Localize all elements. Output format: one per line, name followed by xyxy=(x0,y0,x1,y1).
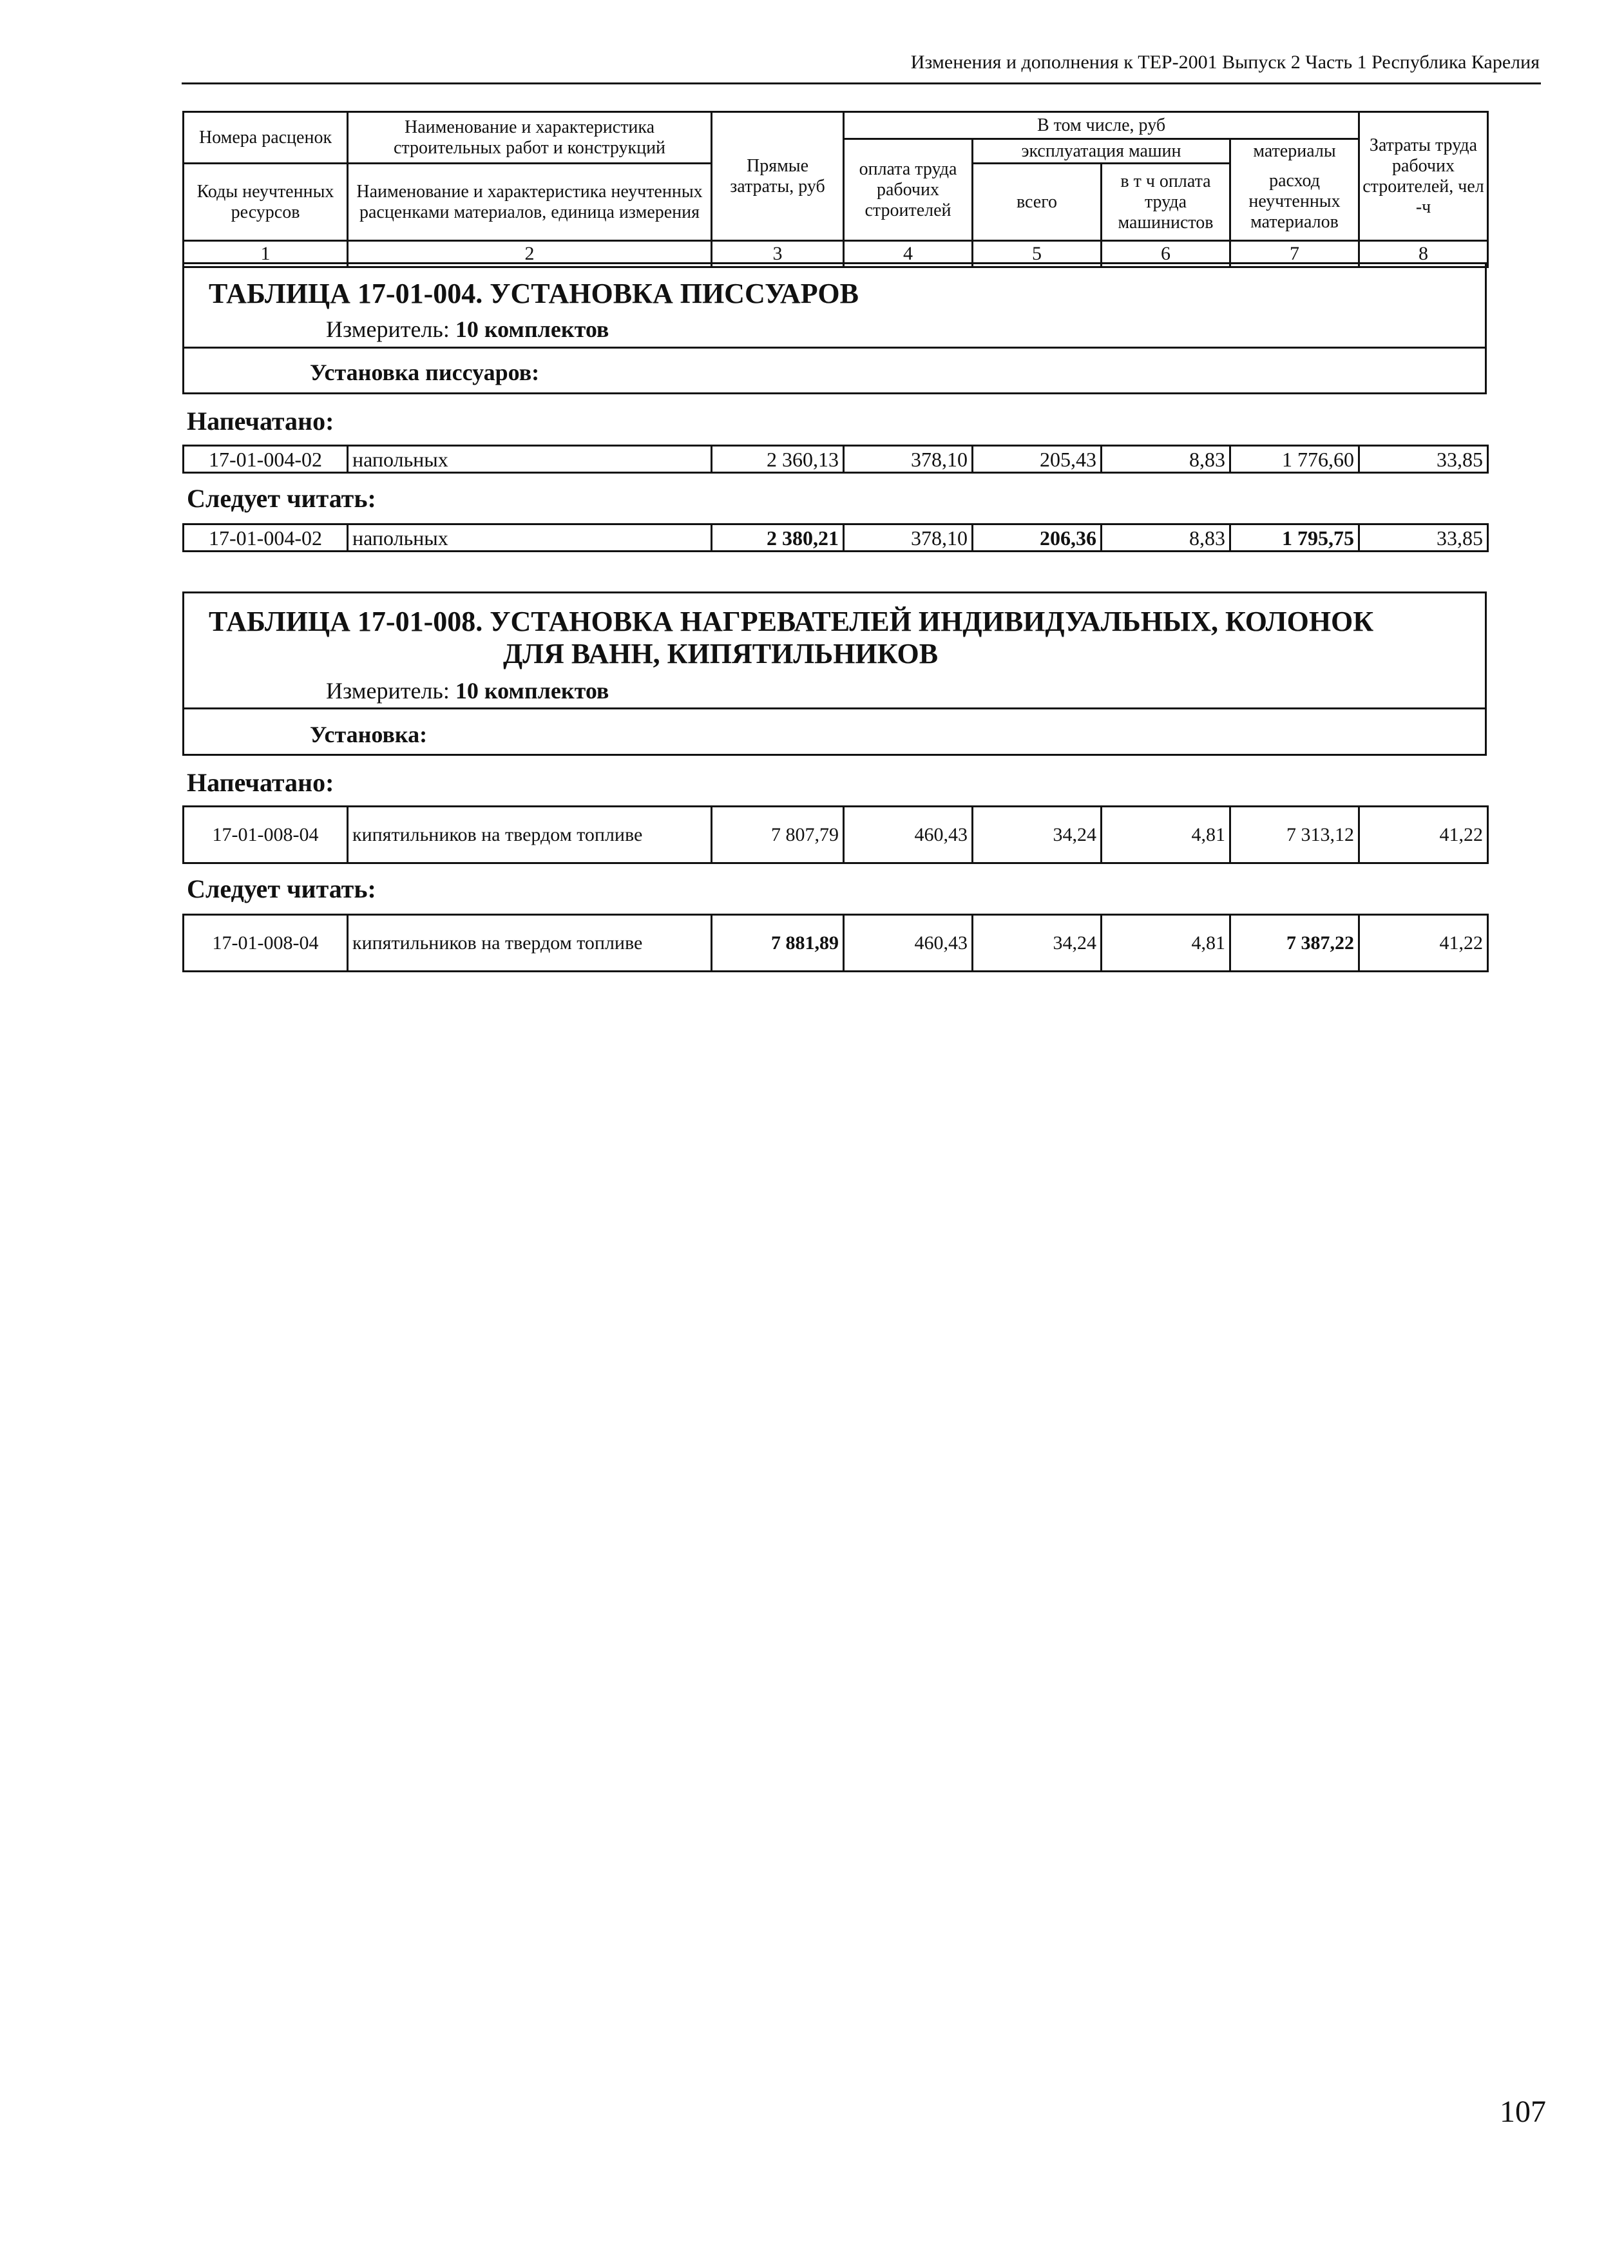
table2-read-label: Следует читать: xyxy=(187,874,376,903)
row-direct-cost: 2 360,13 xyxy=(712,446,844,473)
row-materials: 7 313,12 xyxy=(1230,807,1359,863)
row-direct-cost: 2 380,21 xyxy=(712,524,844,552)
row-materials: 1 795,75 xyxy=(1230,524,1359,552)
col-number: 6 xyxy=(1102,241,1230,267)
table1-subtitle: Установка писсуаров: xyxy=(310,360,540,385)
row-machinists-labor: 4,81 xyxy=(1102,915,1230,972)
row-machines-total: 34,24 xyxy=(973,915,1102,972)
row-machines-total: 205,43 xyxy=(973,446,1102,473)
row-name: кипятильников на твердом топливе xyxy=(348,807,712,863)
table1-title-box xyxy=(182,262,1487,394)
table1-measure-label: Измеритель: xyxy=(326,316,450,342)
col-number: 5 xyxy=(973,241,1102,267)
row-direct-cost: 7 807,79 xyxy=(712,807,844,863)
table2-measure-value: 10 комплектов xyxy=(455,678,609,704)
table2-printed-row xyxy=(182,805,1489,864)
row-machines-total: 206,36 xyxy=(973,524,1102,552)
group-machines-header: эксплуатация машин xyxy=(973,139,1230,164)
table1-divider xyxy=(184,347,1485,349)
row-machinists-labor: 8,83 xyxy=(1102,524,1230,552)
row-labor-cost: 460,43 xyxy=(844,915,973,972)
table1-measure-value: 10 комплектов xyxy=(455,316,609,342)
running-header: Изменения и дополнения к ТЕР-2001 Выпуск 2 Часть 1 Республика Карелия xyxy=(910,52,1540,73)
col-number: 1 xyxy=(184,241,348,267)
col-number: 3 xyxy=(712,241,844,267)
row-code: 17-01-004-02 xyxy=(184,524,348,552)
table2-divider xyxy=(184,707,1485,709)
row-code: 17-01-004-02 xyxy=(184,446,348,473)
table1-measure xyxy=(326,316,609,343)
row-labor-hours: 33,85 xyxy=(1359,524,1488,552)
table2-read-row xyxy=(182,914,1489,972)
col3-header: Прямые затраты, руб xyxy=(712,112,844,241)
col1-header-top: Номера расценок xyxy=(184,112,348,164)
column-header-table xyxy=(182,111,1489,268)
group-in-total-header: В том числе, руб xyxy=(844,112,1359,139)
table2-measure-label: Измеритель: xyxy=(326,678,450,704)
row-materials: 1 776,60 xyxy=(1230,446,1359,473)
col5-header: всего xyxy=(973,164,1102,241)
table1-title: ТАБЛИЦА 17-01-004. УСТАНОВКА ПИССУАРОВ xyxy=(209,278,859,309)
row-labor-hours: 41,22 xyxy=(1359,807,1488,863)
table2-subtitle: Установка: xyxy=(310,722,428,747)
page-number: 107 xyxy=(1500,2095,1546,2129)
group-materials-header: материалы xyxy=(1230,139,1359,164)
row-name: напольных xyxy=(348,524,712,552)
col-number: 7 xyxy=(1230,241,1359,267)
row-machinists-labor: 8,83 xyxy=(1102,446,1230,473)
table1-printed-row xyxy=(182,445,1489,474)
col2-header-top: Наименование и характеристика строительных работ и конструкций xyxy=(348,112,712,164)
col1-header-bottom: Коды неучтенных ресурсов xyxy=(184,164,348,241)
col2-header-bottom: Наименование и характеристика неучтенных расценками материалов, единица измерения xyxy=(348,164,712,241)
row-machinists-labor: 4,81 xyxy=(1102,807,1230,863)
table2-title-box xyxy=(182,591,1487,756)
table1-read-label: Следует читать: xyxy=(187,484,376,513)
row-code: 17-01-008-04 xyxy=(184,915,348,972)
row-labor-cost: 378,10 xyxy=(844,446,973,473)
table1-read-row xyxy=(182,523,1489,552)
col7-header: расход неучтенных материалов xyxy=(1230,164,1359,241)
col-number: 8 xyxy=(1359,241,1488,267)
col6-header: в т ч оплата труда машинистов xyxy=(1102,164,1230,241)
col8-header: Затраты труда рабочих строителей, чел -ч xyxy=(1359,112,1488,241)
table2-printed-label: Напечатано: xyxy=(187,768,334,797)
table2-measure xyxy=(326,677,609,704)
row-direct-cost: 7 881,89 xyxy=(712,915,844,972)
row-labor-hours: 41,22 xyxy=(1359,915,1488,972)
header-rule xyxy=(182,82,1541,84)
row-labor-cost: 460,43 xyxy=(844,807,973,863)
row-machines-total: 34,24 xyxy=(973,807,1102,863)
row-labor-hours: 33,85 xyxy=(1359,446,1488,473)
col-number: 2 xyxy=(348,241,712,267)
row-name: кипятильников на твердом топливе xyxy=(348,915,712,972)
table2-title-line1: ТАБЛИЦА 17-01-008. УСТАНОВКА НАГРЕВАТЕЛЕЙ ИНДИВИДУАЛЬНЫХ, КОЛОНОК xyxy=(209,606,1374,637)
col4-header: оплата труда рабочих строителей xyxy=(844,139,973,241)
row-labor-cost: 378,10 xyxy=(844,524,973,552)
row-code: 17-01-008-04 xyxy=(184,807,348,863)
table2-title-line2: ДЛЯ ВАНН, КИПЯТИЛЬНИКОВ xyxy=(503,638,939,669)
row-name: напольных xyxy=(348,446,712,473)
col-number: 4 xyxy=(844,241,973,267)
table1-printed-label: Напечатано: xyxy=(187,407,334,436)
row-materials: 7 387,22 xyxy=(1230,915,1359,972)
